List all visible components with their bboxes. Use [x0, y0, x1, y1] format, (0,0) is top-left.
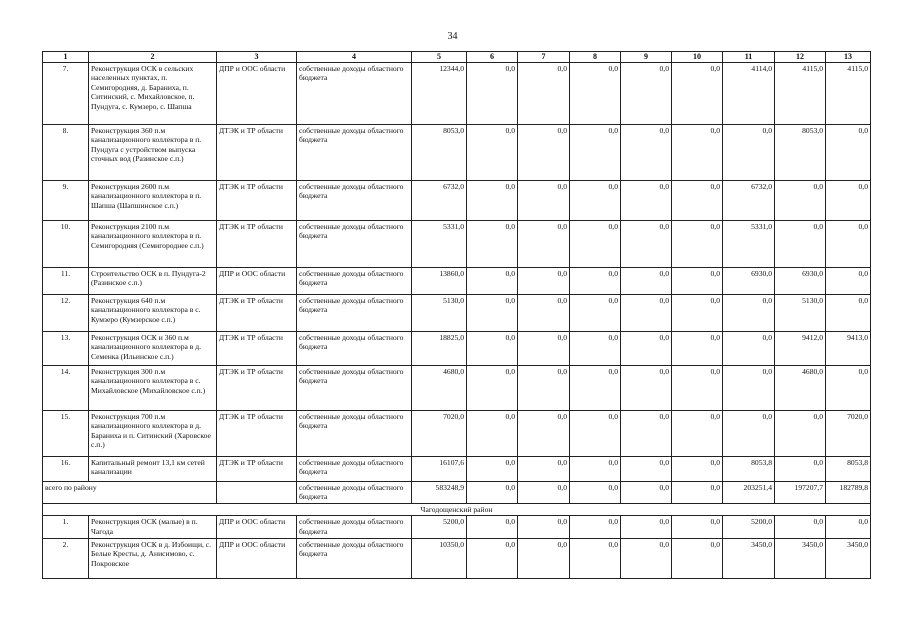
value-cell: 7020,0: [412, 410, 467, 456]
value-cell: 0,0: [672, 180, 723, 220]
table-body: [43, 62, 871, 578]
project-name-cell: Реконструкция ОСК в д. Избоищи, с. Белые Кресты, д. Анисимово, с. Покровское: [89, 538, 217, 578]
value-cell: 0,0: [518, 180, 570, 220]
project-name-cell: Строительство ОСК в п. Пундуга-2 (Разинское с.п.): [89, 267, 217, 294]
value-cell: 6930,0: [723, 267, 775, 294]
row-number: 2.: [43, 538, 89, 578]
row-number: 7.: [43, 62, 89, 124]
column-header: 7: [518, 52, 570, 63]
value-cell: 0,0: [621, 180, 672, 220]
value-cell: 0,0: [570, 267, 621, 294]
value-cell: 9412,0: [775, 331, 826, 365]
table-row: [43, 294, 871, 331]
value-cell: 0,0: [518, 410, 570, 456]
value-cell: 0,0: [723, 124, 775, 180]
value-cell: 0,0: [570, 481, 621, 503]
value-cell: 0,0: [467, 62, 518, 124]
value-cell: 4680,0: [412, 365, 467, 410]
value-cell: 0,0: [723, 410, 775, 456]
project-name-cell: Реконструкция 360 п.м канализационного коллектора в п. Пундуга с устройством выпуска сточных вод (Разинское с.п.): [89, 124, 217, 180]
project-name-cell: Реконструкция 640 п.м канализационного коллектора в с. Кумзеро (Кумзерское с.п.): [89, 294, 217, 331]
value-cell: 5200,0: [723, 516, 775, 538]
value-cell: 0,0: [570, 180, 621, 220]
value-cell: 0,0: [467, 180, 518, 220]
value-cell: 0,0: [467, 516, 518, 538]
value-cell: 0,0: [621, 538, 672, 578]
value-cell: 0,0: [672, 124, 723, 180]
value-cell: 0,0: [467, 124, 518, 180]
value-cell: 18825,0: [412, 331, 467, 365]
executor-cell: ДТЭК и ТР области: [217, 220, 297, 267]
funding-source-cell: собственные доходы областного бюджета: [297, 220, 412, 267]
value-cell: 0,0: [621, 294, 672, 331]
executor-cell: ДТЭК и ТР области: [217, 180, 297, 220]
table-row: [43, 516, 871, 538]
value-cell: 8053,8: [723, 456, 775, 481]
value-cell: 0,0: [826, 365, 871, 410]
value-cell: 0,0: [723, 294, 775, 331]
total-row: [43, 481, 871, 503]
value-cell: 8053,0: [412, 124, 467, 180]
value-cell: 0,0: [518, 481, 570, 503]
value-cell: 197207,7: [775, 481, 826, 503]
table-row: [43, 538, 871, 578]
value-cell: 182789,8: [826, 481, 871, 503]
value-cell: 0,0: [621, 516, 672, 538]
value-cell: 0,0: [518, 294, 570, 331]
funding-source-cell: собственные доходы областного бюджета: [297, 481, 412, 503]
value-cell: 0,0: [723, 331, 775, 365]
section-header-row: [43, 503, 871, 516]
row-number: 1.: [43, 516, 89, 538]
value-cell: 0,0: [723, 365, 775, 410]
value-cell: 6930,0: [775, 267, 826, 294]
value-cell: 16107,6: [412, 456, 467, 481]
project-name-cell: Капитальный ремонт 13,1 км сетей канализации: [89, 456, 217, 481]
value-cell: 0,0: [518, 331, 570, 365]
value-cell: 0,0: [775, 456, 826, 481]
column-header: 13: [826, 52, 871, 63]
column-header: 3: [217, 52, 297, 63]
value-cell: 0,0: [621, 220, 672, 267]
value-cell: 0,0: [775, 220, 826, 267]
column-header: 11: [723, 52, 775, 63]
value-cell: 0,0: [570, 62, 621, 124]
value-cell: 583248,9: [412, 481, 467, 503]
column-header: 5: [412, 52, 467, 63]
project-name-cell: Реконструкция 700 п.м канализационного коллектора в д. Бараниха и п. Ситинский (Харовское с.п.): [89, 410, 217, 456]
value-cell: 3450,0: [826, 538, 871, 578]
row-number: 10.: [43, 220, 89, 267]
value-cell: 0,0: [826, 267, 871, 294]
value-cell: 4115,0: [826, 62, 871, 124]
table-row: [43, 124, 871, 180]
value-cell: 0,0: [570, 538, 621, 578]
executor-cell: ДТЭК и ТР области: [217, 124, 297, 180]
value-cell: 4680,0: [775, 365, 826, 410]
value-cell: 0,0: [518, 220, 570, 267]
executor-cell: ДПР и ООС области: [217, 267, 297, 294]
row-number: 11.: [43, 267, 89, 294]
column-header: 1: [43, 52, 89, 63]
value-cell: 9413,0: [826, 331, 871, 365]
executor-cell: ДПР и ООС области: [217, 538, 297, 578]
executor-cell: ДТЭК и ТР области: [217, 294, 297, 331]
executor-cell: ДТЭК и ТР области: [217, 456, 297, 481]
value-cell: 0,0: [826, 516, 871, 538]
value-cell: 0,0: [621, 124, 672, 180]
value-cell: 0,0: [570, 331, 621, 365]
column-header: 12: [775, 52, 826, 63]
value-cell: 6732,0: [723, 180, 775, 220]
funding-source-cell: собственные доходы областного бюджета: [297, 267, 412, 294]
table-row: [43, 456, 871, 481]
funding-source-cell: собственные доходы областного бюджета: [297, 516, 412, 538]
value-cell: 0,0: [467, 456, 518, 481]
value-cell: 0,0: [467, 267, 518, 294]
value-cell: 0,0: [570, 410, 621, 456]
table-row: [43, 62, 871, 124]
value-cell: 203251,4: [723, 481, 775, 503]
funding-source-cell: собственные доходы областного бюджета: [297, 410, 412, 456]
value-cell: 0,0: [621, 331, 672, 365]
executor-cell: ДТЭК и ТР области: [217, 365, 297, 410]
value-cell: 0,0: [518, 538, 570, 578]
project-name-cell: Реконструкция ОСК в сельских населенных пунктах, п. Семигородняя, д. Бараниха, п. Ситинский, с. Михайловское, п. Пундуга, с. Кумзеро, с. Шапша: [89, 62, 217, 124]
row-number: 9.: [43, 180, 89, 220]
executor-cell: [217, 481, 297, 503]
column-header: 2: [89, 52, 217, 63]
value-cell: 0,0: [672, 365, 723, 410]
row-number: 13.: [43, 331, 89, 365]
value-cell: 7020,0: [826, 410, 871, 456]
column-header: 8: [570, 52, 621, 63]
value-cell: 4115,0: [775, 62, 826, 124]
executor-cell: ДПР и ООС области: [217, 516, 297, 538]
value-cell: 0,0: [518, 267, 570, 294]
value-cell: 0,0: [570, 124, 621, 180]
column-header: 9: [621, 52, 672, 63]
value-cell: 5130,0: [775, 294, 826, 331]
project-name-cell: Реконструкция 300 п.м канализационного коллектора в с. Михайловское (Михайловское с.п.): [89, 365, 217, 410]
value-cell: 0,0: [672, 294, 723, 331]
value-cell: 0,0: [467, 220, 518, 267]
project-name-cell: Реконструкция ОСК и 360 п.м канализационного коллектора в д. Семенка (Ильинское с.п.): [89, 331, 217, 365]
page-number: 34: [447, 31, 458, 42]
value-cell: 5130,0: [412, 294, 467, 331]
funding-source-cell: собственные доходы областного бюджета: [297, 180, 412, 220]
funding-source-cell: собственные доходы областного бюджета: [297, 294, 412, 331]
value-cell: 0,0: [672, 516, 723, 538]
column-header: 4: [297, 52, 412, 63]
value-cell: 4114,0: [723, 62, 775, 124]
funding-source-cell: собственные доходы областного бюджета: [297, 124, 412, 180]
value-cell: 0,0: [570, 516, 621, 538]
value-cell: 0,0: [621, 62, 672, 124]
value-cell: 0,0: [467, 365, 518, 410]
funding-source-cell: собственные доходы областного бюджета: [297, 331, 412, 365]
value-cell: 8053,8: [826, 456, 871, 481]
value-cell: 0,0: [672, 220, 723, 267]
value-cell: 0,0: [518, 365, 570, 410]
value-cell: 13860,0: [412, 267, 467, 294]
executor-cell: ДПР и ООС области: [217, 62, 297, 124]
value-cell: 0,0: [467, 410, 518, 456]
project-name-cell: Реконструкция ОСК (малые) в п. Чагода: [89, 516, 217, 538]
value-cell: 0,0: [570, 456, 621, 481]
value-cell: 0,0: [570, 220, 621, 267]
value-cell: 6732,0: [412, 180, 467, 220]
value-cell: 0,0: [826, 124, 871, 180]
table-row: [43, 365, 871, 410]
funding-source-cell: собственные доходы областного бюджета: [297, 62, 412, 124]
value-cell: 3450,0: [775, 538, 826, 578]
section-title: Чагодощенский район: [43, 503, 871, 516]
funding-source-cell: собственные доходы областного бюджета: [297, 456, 412, 481]
value-cell: 0,0: [672, 331, 723, 365]
value-cell: 0,0: [467, 538, 518, 578]
column-number-row: [43, 52, 871, 63]
value-cell: 0,0: [826, 220, 871, 267]
project-name-cell: Реконструкция 2600 п.м канализационного коллектора в п. Шапша (Шапшинское с.п.): [89, 180, 217, 220]
value-cell: 0,0: [672, 410, 723, 456]
value-cell: 0,0: [775, 516, 826, 538]
value-cell: 0,0: [518, 516, 570, 538]
table-row: [43, 267, 871, 294]
row-number: 16.: [43, 456, 89, 481]
funding-source-cell: собственные доходы областного бюджета: [297, 365, 412, 410]
table-row: [43, 331, 871, 365]
value-cell: 0,0: [672, 481, 723, 503]
row-number: 8.: [43, 124, 89, 180]
value-cell: 0,0: [672, 456, 723, 481]
value-cell: 5331,0: [723, 220, 775, 267]
financing-table: [42, 51, 871, 579]
executor-cell: ДТЭК и ТР области: [217, 331, 297, 365]
value-cell: 0,0: [775, 180, 826, 220]
value-cell: 0,0: [621, 365, 672, 410]
column-header: 10: [672, 52, 723, 63]
row-number: 14.: [43, 365, 89, 410]
row-number: 12.: [43, 294, 89, 331]
value-cell: 0,0: [826, 180, 871, 220]
table-row: [43, 220, 871, 267]
value-cell: 0,0: [621, 410, 672, 456]
funding-source-cell: собственные доходы областного бюджета: [297, 538, 412, 578]
value-cell: 0,0: [570, 294, 621, 331]
value-cell: 0,0: [621, 456, 672, 481]
value-cell: 10350,0: [412, 538, 467, 578]
value-cell: 0,0: [467, 481, 518, 503]
value-cell: 5331,0: [412, 220, 467, 267]
value-cell: 0,0: [467, 331, 518, 365]
value-cell: 12344,0: [412, 62, 467, 124]
value-cell: 0,0: [775, 410, 826, 456]
value-cell: 0,0: [826, 294, 871, 331]
value-cell: 0,0: [570, 365, 621, 410]
value-cell: 8053,0: [775, 124, 826, 180]
value-cell: 0,0: [672, 267, 723, 294]
value-cell: 3450,0: [723, 538, 775, 578]
value-cell: 0,0: [621, 481, 672, 503]
value-cell: 0,0: [518, 124, 570, 180]
column-header: 6: [467, 52, 518, 63]
value-cell: 0,0: [518, 62, 570, 124]
value-cell: 0,0: [467, 294, 518, 331]
table-row: [43, 410, 871, 456]
table-row: [43, 180, 871, 220]
value-cell: 0,0: [672, 538, 723, 578]
project-name-cell: Реконструкция 2100 п.м канализационного коллектора в п. Семигородняя (Семигороднее с.п.): [89, 220, 217, 267]
executor-cell: ДТЭК и ТР области: [217, 410, 297, 456]
value-cell: 0,0: [672, 62, 723, 124]
total-label: всего по району: [43, 481, 217, 503]
value-cell: 5200,0: [412, 516, 467, 538]
row-number: 15.: [43, 410, 89, 456]
value-cell: 0,0: [621, 267, 672, 294]
value-cell: 0,0: [518, 456, 570, 481]
